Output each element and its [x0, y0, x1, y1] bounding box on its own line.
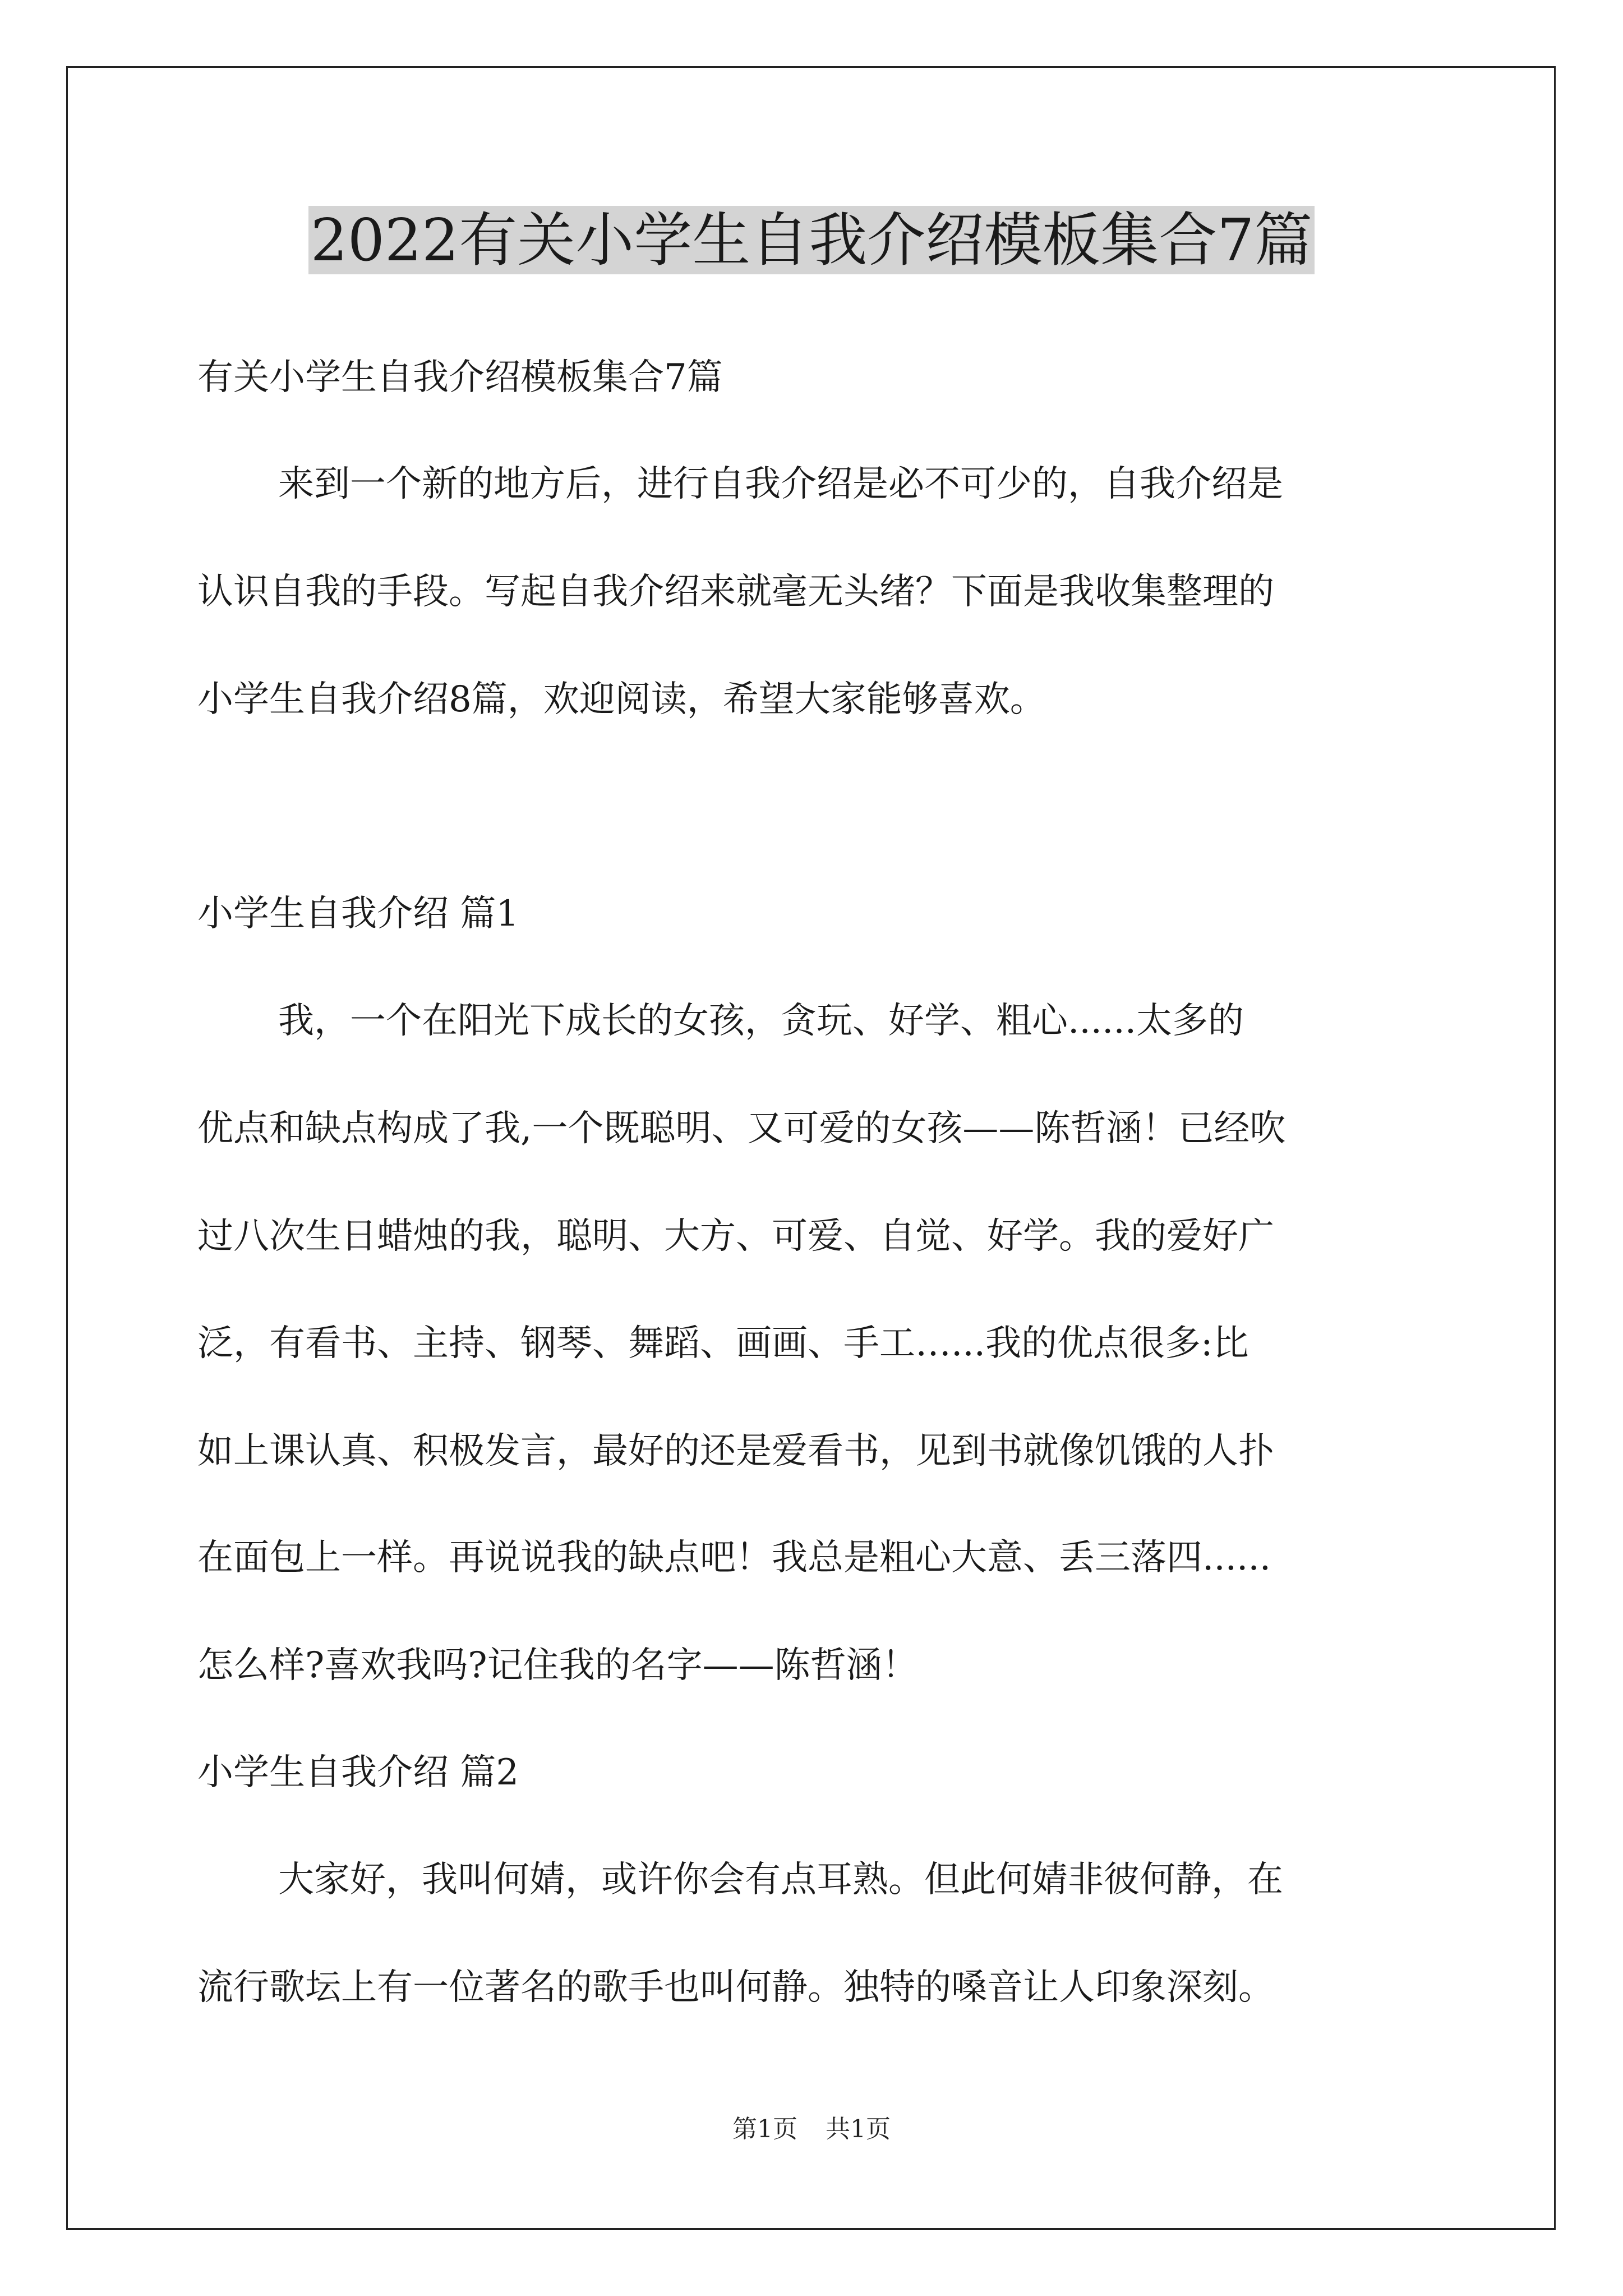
section-heading: 小学生自我介绍 篇2	[197, 1752, 519, 1793]
page-number: 第1页	[732, 2115, 797, 2143]
paragraph-line: 大家好，我叫何婧，或许你会有点耳熟。但此何婧非彼何静，在	[278, 1859, 1283, 1901]
paragraph-line: 在面包上一样。再说说我的缺点吧！我总是粗心大意、丢三落四......	[197, 1537, 1271, 1579]
paragraph-line: 我，一个在阳光下成长的女孩，贪玩、好学、粗心......太多的	[278, 1000, 1244, 1042]
document-title	[0, 201, 1623, 279]
page-total: 共1页	[826, 2115, 891, 2143]
paragraph-line: 如上课认真、积极发言，最好的还是爱看书，见到书就像饥饿的人扑	[197, 1430, 1274, 1472]
intro-line: 认识自我的手段。写起自我介绍来就毫无头绪？下面是我收集整理的	[197, 571, 1274, 613]
section-heading: 小学生自我介绍 篇1	[197, 893, 519, 935]
page-footer	[0, 2113, 1623, 2146]
paragraph-line: 过八次生日蜡烛的我，聪明、大方、可爱、自觉、好学。我的爱好广	[197, 1216, 1274, 1257]
paragraph-line: 流行歌坛上有一位著名的歌手也叫何静。独特的嗓音让人印象深刻。	[197, 1967, 1274, 2008]
intro-line: 小学生自我介绍8篇，欢迎阅读，希望大家能够喜欢。	[197, 679, 1046, 720]
paragraph-line: 怎么样?喜欢我吗?记住我的名字——陈哲涵！	[197, 1645, 918, 1686]
intro-line: 来到一个新的地方后，进行自我介绍是必不可少的，自我介绍是	[278, 463, 1283, 505]
paragraph-line: 泛，有看书、主持、钢琴、舞蹈、画画、手工…...我的优点很多:比	[197, 1323, 1249, 1364]
document-title-text: 2022有关小学生自我介绍模板集合7篇	[308, 206, 1315, 274]
paragraph-line: 优点和缺点构成了我,一个既聪明、又可爱的女孩——陈哲涵！已经吹	[197, 1108, 1286, 1149]
document-subtitle: 有关小学生自我介绍模板集合7篇	[197, 357, 723, 398]
